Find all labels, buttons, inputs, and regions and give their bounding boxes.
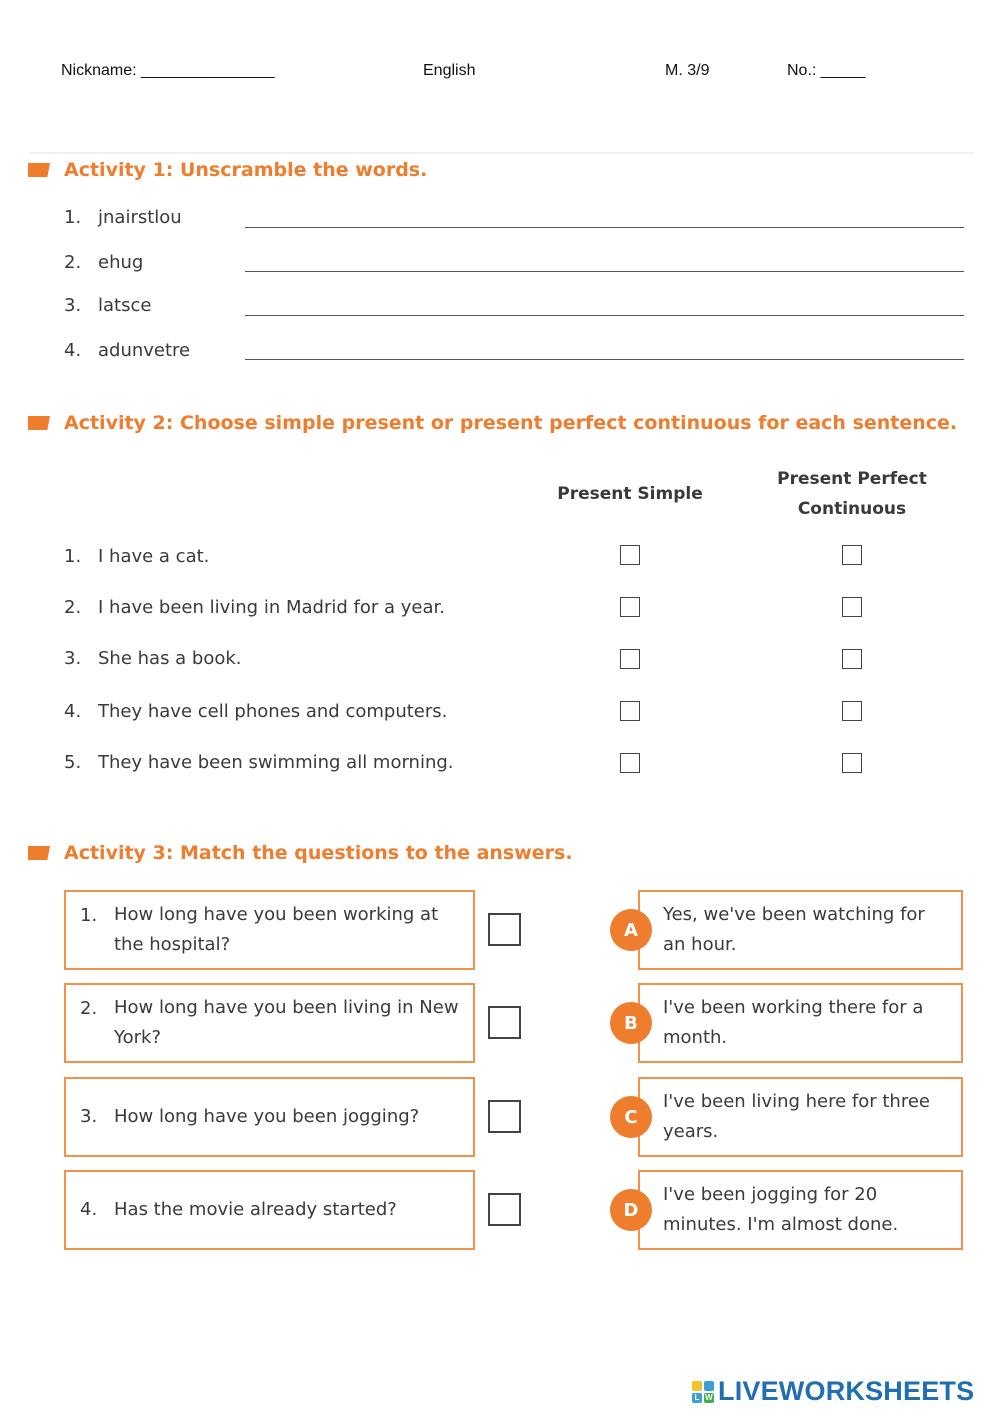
logo-letter: L [692,1393,702,1403]
activity3-title [28,838,573,868]
answer-text: Yes, we've been watching for an hour. [663,904,925,955]
answer-line-1[interactable] [245,227,964,228]
checkbox-present-perfect-continuous-2[interactable] [842,597,862,617]
class-label: M. 3/9 [665,62,710,79]
answer-text: I've been working there for a month. [663,997,924,1048]
flag-icon [28,846,50,860]
activity3-title-text: Activity 3: Match the questions to the answers. [64,842,573,864]
question-text: How long have you been jogging? [114,1106,420,1127]
sentence-text: I have a cat. [98,546,210,567]
answer-line-3[interactable] [245,315,964,316]
item-number: 3. [64,648,82,669]
column-header-line: Present Perfect [777,469,927,489]
answer-box-c [638,1077,963,1157]
brand-name: LIVEWORKSHEETS [718,1376,975,1406]
question-box-3 [64,1077,475,1157]
answer-box-a [638,890,963,970]
scrambled-word: ehug [98,252,144,273]
sentence-text: They have cell phones and computers. [98,701,448,722]
answer-letter-badge-d: D [610,1189,652,1231]
nickname-field[interactable]: Nickname: _______________ [61,62,275,79]
liveworksheets-logo-icon [692,1381,714,1403]
checkbox-present-simple-2[interactable] [620,597,640,617]
column-header-line: Continuous [797,499,907,519]
match-answer-box-1[interactable] [488,913,521,946]
item-number: 1. [64,207,82,228]
sentence-row-5 [64,752,454,773]
scramble-item-2 [64,252,143,273]
question-text: How long have you been living in New York? [114,997,459,1048]
answer-letter-badge-b: B [610,1002,652,1044]
sentence-text: They have been swimming all morning. [98,752,454,773]
scrambled-word: latsce [98,295,152,316]
item-number: 1. [80,905,98,926]
number-field[interactable]: No.: _____ [787,62,866,79]
answer-line-2[interactable] [245,271,964,272]
activity1-title-text: Activity 1: Unscramble the words. [64,159,428,181]
sentence-row-2 [64,597,445,618]
item-number: 3. [64,295,82,316]
column-header-present-perfect-continuous [752,464,952,524]
scramble-item-4 [64,340,190,361]
sentence-row-4 [64,701,447,722]
answer-letter-badge-c: C [610,1096,652,1138]
checkbox-present-perfect-continuous-3[interactable] [842,649,862,669]
scramble-item-3 [64,295,151,316]
checkbox-present-perfect-continuous-4[interactable] [842,701,862,721]
item-number: 3. [80,1106,98,1127]
answer-box-b [638,983,963,1063]
item-number: 4. [80,1199,98,1220]
answer-line-4[interactable] [245,359,964,360]
item-number: 2. [64,597,82,618]
answer-text: I've been jogging for 20 minutes. I'm almost done. [663,1184,899,1235]
item-number: 4. [64,340,82,361]
checkbox-present-simple-3[interactable] [620,649,640,669]
answer-box-d [638,1170,963,1250]
scrambled-word: jnairstlou [98,207,182,228]
activity1-title [28,155,427,185]
item-number: 5. [64,752,82,773]
liveworksheets-logo [692,1376,974,1407]
question-text: How long have you been working at the hospital? [114,904,439,955]
scrambled-word: adunvetre [98,340,191,361]
answer-text: I've been living here for three years. [663,1091,930,1142]
subject-label: English [423,62,476,79]
sentence-row-3 [64,648,242,669]
checkbox-present-perfect-continuous-5[interactable] [842,753,862,773]
scramble-item-1 [64,207,182,228]
sentence-row-1 [64,546,209,567]
answer-letter-badge-a: A [610,909,652,951]
item-number: 4. [64,701,82,722]
item-number: 2. [64,252,82,273]
flag-icon [28,416,50,430]
checkbox-present-perfect-continuous-1[interactable] [842,545,862,565]
checkbox-present-simple-1[interactable] [620,545,640,565]
question-box-4 [64,1170,475,1250]
checkbox-present-simple-4[interactable] [620,701,640,721]
flag-icon [28,163,50,177]
question-text: Has the movie already started? [114,1199,397,1220]
question-box-2 [64,983,475,1063]
match-answer-box-4[interactable] [488,1193,521,1226]
sentence-text: She has a book. [98,648,242,669]
column-header-present-simple: Present Simple [557,484,703,504]
item-number: 1. [64,546,82,567]
item-number: 2. [80,998,98,1019]
question-box-1 [64,890,475,970]
logo-letter: W [705,1392,713,1402]
checkbox-present-simple-5[interactable] [620,753,640,773]
sentence-text: I have been living in Madrid for a year. [98,597,445,618]
header-divider [30,152,974,154]
match-answer-box-3[interactable] [488,1100,521,1133]
activity2-title [28,408,957,438]
match-answer-box-2[interactable] [488,1006,521,1039]
activity2-title-text: Activity 2: Choose simple present or present perfect continuous for each sentence. [64,412,958,434]
